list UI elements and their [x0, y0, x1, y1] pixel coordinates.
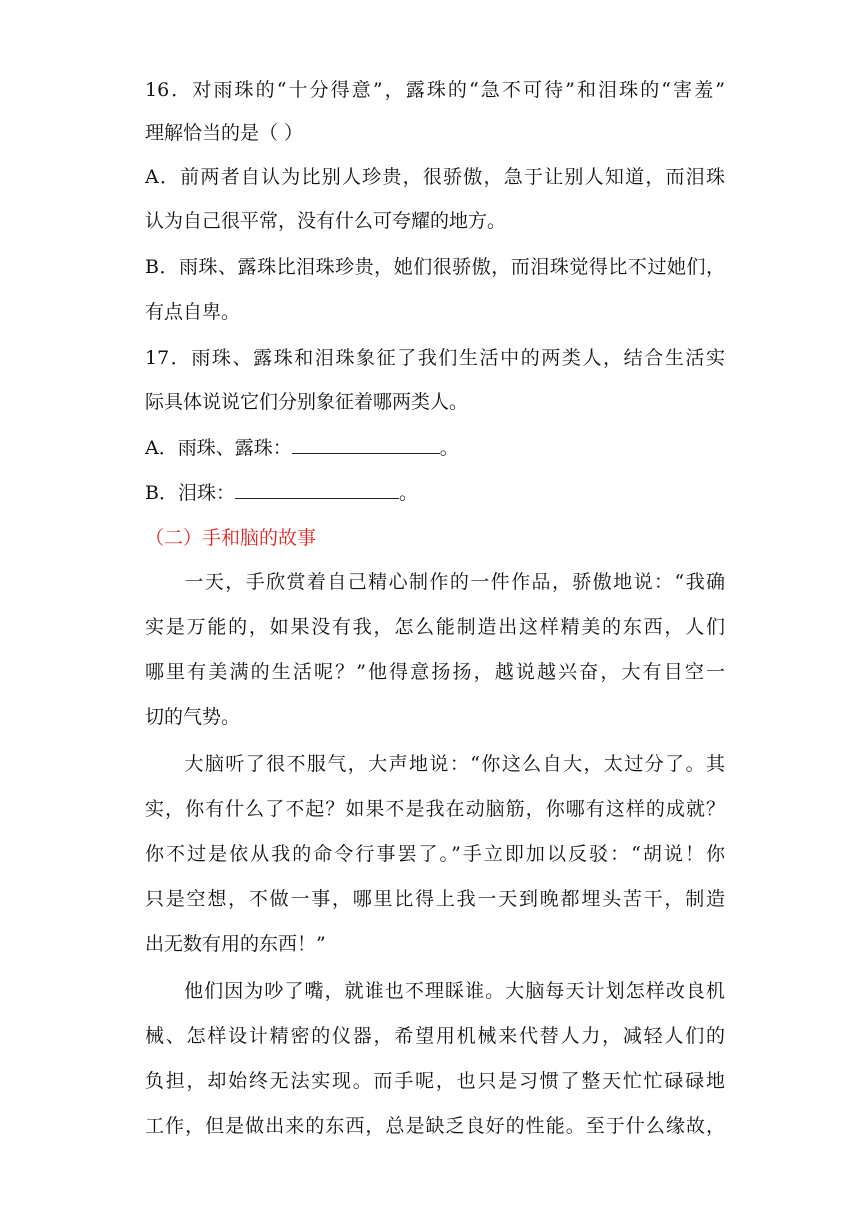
paragraph-1-line-1: 一天，手欣赏着自己精心制作的一件作品，骄傲地说：“我确 [183, 571, 725, 593]
question-17-answer-a [145, 436, 725, 460]
paragraph-3-line-2: 械、怎样设计精密的仪器，希望用机械来代替人力，减轻人们的 [145, 1025, 725, 1047]
answer-b-label: B．泪珠： [145, 482, 235, 504]
paragraph-3-line-1: 他们因为吵了嘴，就谁也不理睬谁。大脑每天计划怎样改良机 [183, 980, 725, 1002]
question-16-option-b-line-1: B．雨珠、露珠比泪珠珍贵，她们很骄傲，而泪珠觉得比不过她们， [145, 256, 725, 278]
paragraph-2-line-1: 大脑听了很不服气，大声地说：“你这么自大，太过分了。其 [183, 753, 725, 775]
answer-a-blank[interactable] [292, 437, 440, 454]
answer-b-blank[interactable] [235, 482, 399, 499]
paragraph-2-line-2: 实，你有什么了不起？如果不是我在动脑筋，你哪有这样的成就？ [145, 798, 725, 820]
paragraph-1-line-2: 实是万能的，如果没有我，怎么能制造出这样精美的东西，人们 [145, 616, 725, 638]
paragraph-3-line-4: 工作，但是做出来的东西，总是缺乏良好的性能。至于什么缘故， [145, 1115, 725, 1137]
paragraph-1-line-4: 切的气势。 [145, 706, 241, 728]
paragraph-1-line-3: 哪里有美满的生活呢？”他得意扬扬，越说越兴奋，大有目空一 [145, 661, 725, 683]
question-17-stem-line-1: 17．雨珠、露珠和泪珠象征了我们生活中的两类人，结合生活实 [145, 347, 725, 369]
question-16-option-b-line-2: 有点自卑。 [145, 301, 241, 323]
question-16-stem-line-2: 理解恰当的是（ ） [145, 122, 304, 144]
question-16-option-a-line-2: 认为自己很平常，没有什么可夸耀的地方。 [145, 210, 507, 232]
paragraph-2-line-4: 只是空想，不做一事，哪里比得上我一天到晚都埋头苦干，制造 [145, 888, 725, 910]
paragraph-2-line-5: 出无数有用的东西！” [145, 933, 326, 955]
question-16-option-a-line-1: A．前两者自认为比别人珍贵，很骄傲，急于让别人知道，而泪珠 [145, 166, 725, 188]
answer-a-end: 。 [439, 437, 459, 459]
answer-a-label: A．雨珠、露珠： [145, 437, 292, 459]
paragraph-3-line-3: 负担，却始终无法实现。而手呢，也只是习惯了整天忙忙碌碌地 [145, 1070, 725, 1092]
answer-b-end: 。 [398, 482, 418, 504]
question-17-answer-b [145, 481, 725, 505]
section-two-heading: （二）手和脑的故事 [145, 527, 317, 549]
question-16-stem-line-1: 16．对雨珠的“十分得意”，露珠的“急不可待”和泪珠的“害羞” [145, 79, 725, 101]
paragraph-2-line-3: 你不过是依从我的命令行事罢了。”手立即加以反驳：“胡说！你 [145, 843, 725, 865]
question-17-stem-line-2: 际具体说说它们分别象征着哪两类人。 [145, 391, 469, 413]
